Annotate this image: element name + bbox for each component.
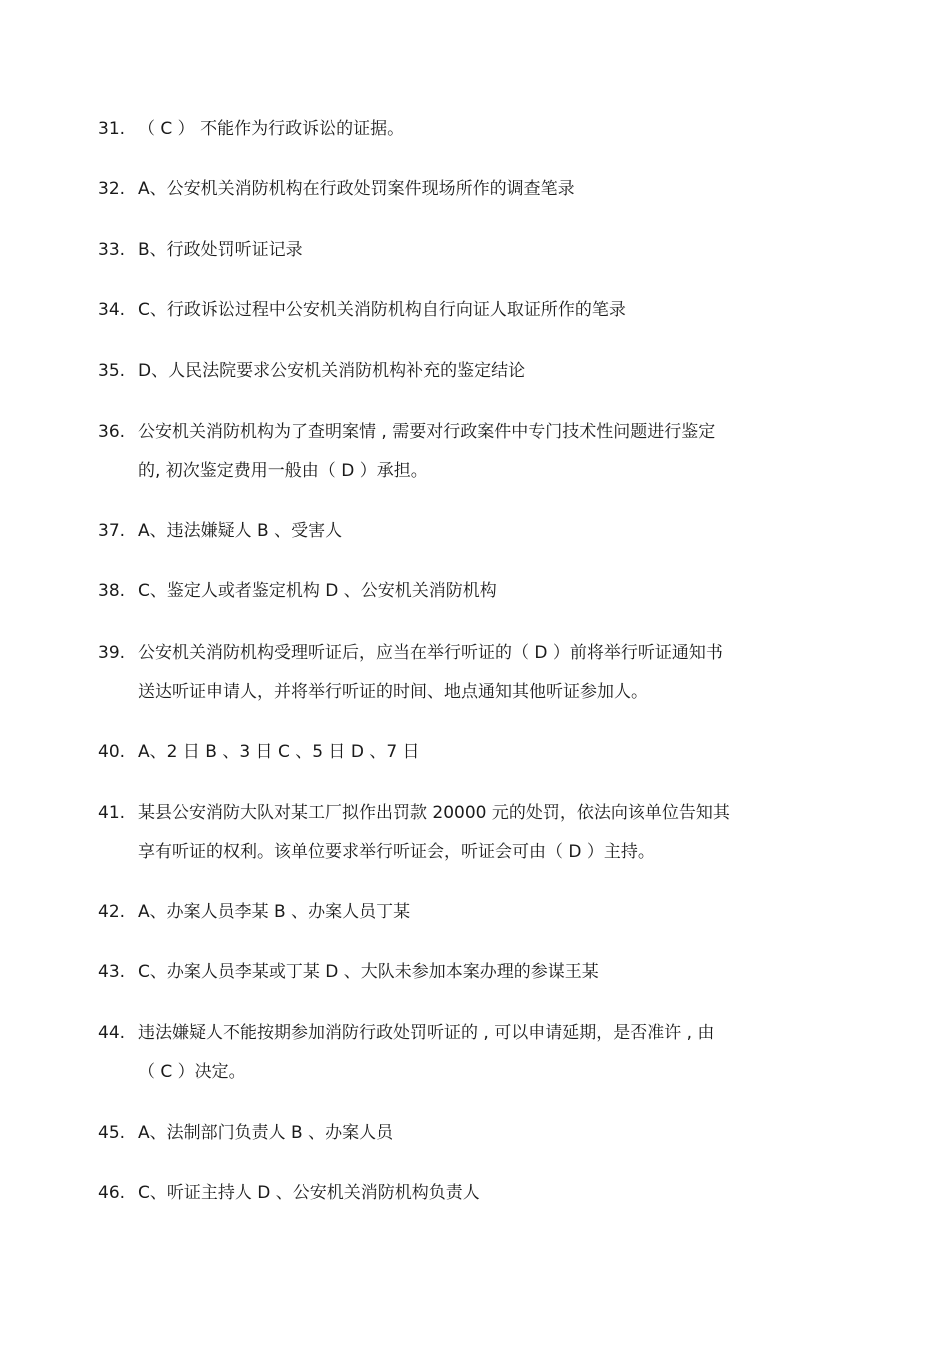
item-number: 46. [98, 1183, 126, 1203]
item-text: C、鉴定人或者鉴定机构 D 、公安机关消防机构 [138, 581, 497, 601]
list-item [98, 110, 868, 149]
list-item [98, 1174, 868, 1213]
item-text-continued: 送达听证申请人，并将举行听证的时间、地点通知其他听证参加人。 [138, 682, 648, 702]
list-item [98, 1114, 868, 1153]
item-text-continued: 享有听证的权利。该单位要求举行听证会，听证会可由（ D ）主持。 [138, 842, 655, 862]
item-text: A、法制部门负责人 B 、办案人员 [138, 1123, 394, 1143]
list-item [98, 572, 868, 611]
list-item [98, 953, 868, 992]
item-number: 37. [98, 521, 126, 541]
item-number: 38. [98, 581, 126, 601]
item-text: A、2 日 B 、3 日 C 、5 日 D 、7 日 [138, 742, 420, 762]
list-item [98, 352, 868, 391]
list-item [98, 413, 868, 491]
item-number: 42. [98, 902, 126, 922]
item-number: 39. [98, 643, 126, 663]
item-text: 公安机关消防机构受理听证后，应当在举行听证的（ D ）前将举行听证通知书 [138, 643, 723, 663]
item-text: 公安机关消防机构为了查明案情 , 需要对行政案件中专门技术性问题进行鉴定 [138, 422, 716, 442]
item-text: C、行政诉讼过程中公安机关消防机构自行向证人取证所作的笔录 [138, 300, 626, 320]
item-text: （ C ） 不能作为行政诉讼的证据。 [138, 119, 405, 139]
item-text: C、办案人员李某或丁某 D 、大队未参加本案办理的参谋王某 [138, 962, 599, 982]
item-number: 35. [98, 361, 126, 381]
item-number: 45. [98, 1123, 126, 1143]
item-text-continued: （ C ）决定。 [138, 1062, 246, 1082]
item-number: 36. [98, 422, 126, 442]
list-item [98, 733, 868, 772]
list-item [98, 634, 868, 712]
list-item [98, 893, 868, 932]
item-text: C、听证主持人 D 、公安机关消防机构负责人 [138, 1183, 480, 1203]
item-text: A、办案人员李某 B 、办案人员丁某 [138, 902, 411, 922]
item-text: 某县公安消防大队对某工厂拟作出罚款 20000 元的处罚，依法向该单位告知其 [138, 803, 730, 823]
list-item [98, 170, 868, 209]
item-number: 34. [98, 300, 126, 320]
item-text: A、违法嫌疑人 B 、受害人 [138, 521, 343, 541]
item-number: 33. [98, 240, 126, 260]
item-number: 43. [98, 962, 126, 982]
item-number: 44. [98, 1023, 126, 1043]
list-item [98, 794, 868, 872]
item-text-continued: 的, 初次鉴定费用一般由（ D ）承担。 [138, 461, 428, 481]
list-item [98, 512, 868, 551]
item-number: 32. [98, 179, 126, 199]
list-item [98, 1014, 868, 1092]
list-item [98, 231, 868, 270]
item-number: 31. [98, 119, 126, 139]
item-number: 41. [98, 803, 126, 823]
item-text: A、公安机关消防机构在行政处罚案件现场所作的调查笔录 [138, 179, 575, 199]
list-item [98, 291, 868, 330]
item-number: 40. [98, 742, 126, 762]
item-text: 违法嫌疑人不能按期参加消防行政处罚听证的 , 可以申请延期，是否准许 , 由 [138, 1023, 715, 1043]
item-text: D、人民法院要求公安机关消防机构补充的鉴定结论 [138, 361, 526, 381]
item-text: B、行政处罚听证记录 [138, 240, 303, 260]
